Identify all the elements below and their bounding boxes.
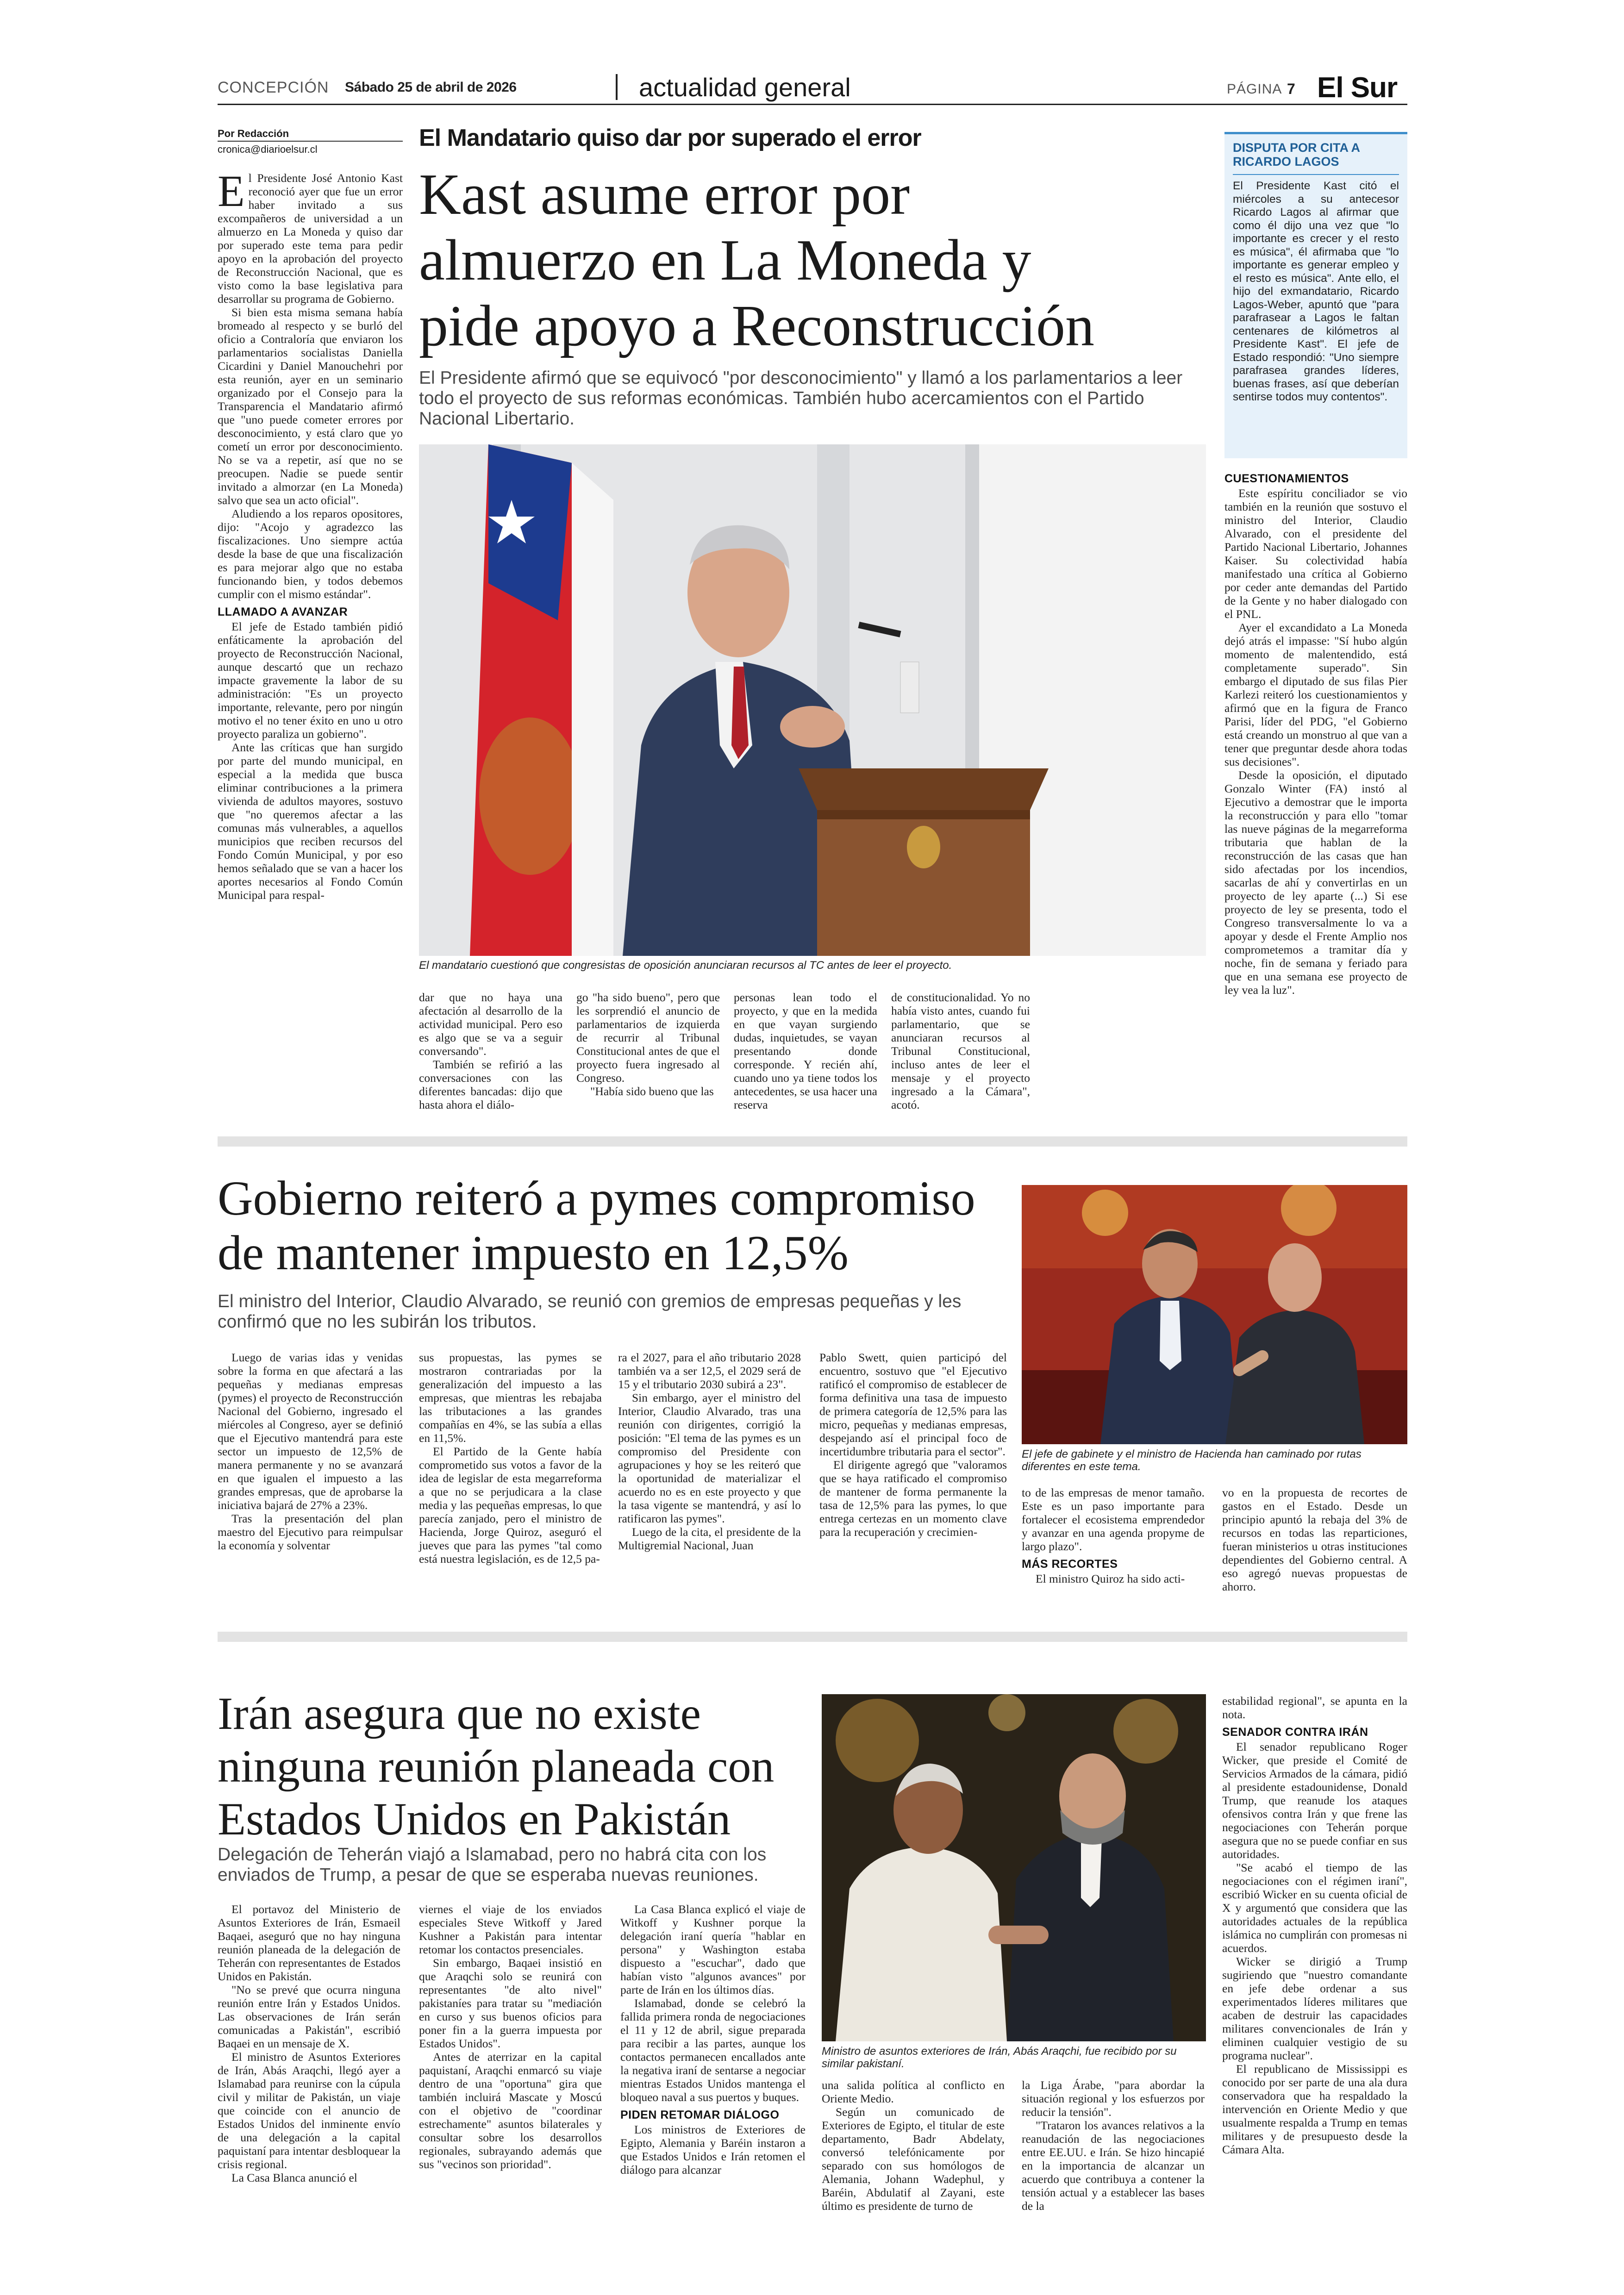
headline-line: ninguna reunión planeada con [218,1740,775,1792]
article3-column-2 [419,1902,602,2171]
article3-photo-caption: Ministro de asuntos exteriores de Irán, Abás Araqchi, fue recibido por su similar pakistaní. [822,2045,1177,2070]
article2-column-1 [218,1351,403,1552]
paragraph: El jefe de Estado también pidió enfáticamente la aprobación del proyecto de Reconstrucción Nacional, aunque descartó que un rechazo impacte gravemente la labor de su administración: "Es un proyecto importante, relevante, pero por ningún motivo el no tener éxito en uno u otro proyecto paraliza un gobierno". [218,620,403,741]
paragraph: El dirigente agregó que "valoramos que se haya ratificado el compromiso de mantener de forma permanente la tasa de 12,5% para las pymes, lo que entrega certezas en un momento clave para la recuperación y crecimien- [819,1458,1007,1539]
section-divider [218,1632,1407,1642]
paragraph: viernes el viaje de los enviados especiales Steve Witkoff y Jared Kushner a Pakistán para intentar retomar los contactos presenciales. [419,1902,602,1956]
paragraph: La Casa Blanca explicó el viaje de Witkoff y Kushner porque la delegación iraní quería "hablar en persona" y Washington estaba dispuesto a "escuchar", dado que habían visto "algunos avances" por parte de Irán en los últimos días. [620,1902,806,1996]
ministers-photo [1022,1185,1407,1444]
headline-line: Gobierno reiteró a pymes compromiso [218,1171,975,1225]
subheading: MÁS RECORTES [1022,1558,1118,1571]
article1-headline [419,162,1206,359]
paragraph: Tras la presentación del plan maestro del Ejecutivo para reimpulsar la economía y solventar [218,1512,403,1552]
paragraph: de constitucionalidad. Yo no había visto antes, cuando fui parlamentario, que se anunciaran recursos al Tribunal Constitucional, incluso antes de leer el mensaje y el proyecto ingresado a la Cámara", acotó. [891,991,1030,1111]
article1-column-5 [891,991,1030,1111]
paragraph: El ministro Quiroz ha sido acti- [1036,1572,1185,1585]
masthead-divider [616,74,618,100]
photo-illustration [419,444,1206,956]
masthead [218,74,1407,102]
paragraph: to de las empresas de menor tamaño. Este es un paso importante para fortalecer el ecosistema emprendedor y avanzar en una agenda propyme de largo plazo". [1022,1486,1205,1553]
paragraph: "Trataron los avances relativos a la reanudación de las negociaciones entre EE.UU. e Irán. Se hizo hincapié en la importancia de alcanzar un acuerdo que contribuya a contener la tensión actual y a establecer las bases de la [1022,2119,1205,2213]
paragraph: Wicker se dirigió a Trump sugiriendo que "nuestro comandante en jefe debe ordenar a sus experimentados líderes militares que acaben de destruir las capacidades militares convencionales de Irán y eliminen cualquier vestigio de su programa nuclear". [1222,1955,1407,2062]
paragraph: sus propuestas, las pymes se mostraron contrariadas por la generalización del impuesto a las empresas, que mientras les rebajaba las tributaciones a las grandes compañías en 4%, se las subía a ellas en 11,5%. [419,1351,602,1445]
sidebar-box [1224,132,1407,458]
article3-column-5 [1022,2078,1205,2213]
headline-line: Estados Unidos en Pakistán [218,1793,731,1845]
article2-photo-caption: El jefe de gabinete y el ministro de Hacienda han caminado por rutas diferentes en este tema. [1022,1448,1362,1473]
paragraph: Sin embargo, Baqaei insistió en que Araqchi solo se reunirá con representantes "de alto nivel" pakistaníes para tratar su "mediación en curso y sus buenos oficios para poner fin a la guerra impuesta por Estados Unidos". [419,1956,602,2050]
article3-deck: Delegación de Teherán viajó a Islamabad, pero no habrá cita con los enviados de Trump, a pesar de que se esperaba nuevas reuniones. [218,1845,767,1885]
kast-podium-photo [419,444,1206,956]
masthead-date: Sábado 25 de abril de 2026 [345,80,517,95]
sidebar-title: DISPUTA POR CITA A RICARDO LAGOS [1233,141,1399,175]
article2-column-5 [1022,1486,1205,1585]
article3-column-1 [218,1902,400,2184]
dropcap: E [218,166,245,216]
paragraph: estabilidad regional", se apunta en la nota. [1222,1694,1407,1721]
paragraph: Islamabad, donde se celebró la fallida primera ronda de negociaciones el 11 y 12 de abril, sigue preparada para recibir a las partes, aunque los contactos permanecen encallados ante la negativa iraní de sentarse a negociar mientras Estados Unidos mantenga el bloqueo naval a sus puertos y buques. [620,1996,806,2104]
paragraph: Los ministros de Exteriores de Egipto, Alemania y Baréin instaron a que Estados Unidos e Irán retomen el diálogo para alcanzar [620,2123,806,2177]
article1-column-2 [419,991,562,1111]
article1-column-4 [734,991,877,1111]
paragraph: Ante las críticas que han surgido por parte del mundo municipal, en especial a la medida que busca eliminar contribuciones a la primera vivienda de adultos mayores, sostuvo que "no queremos afectar a las comunas más vulnerables, a aquellos municipios que reciben recursos del Fondo Común Municipal, y por eso hemos señalado que se van a hacer los aportes necesarios al Fondo Común Municipal para respal- [218,741,403,902]
headline-line: pide apoyo a Reconstrucción [419,294,1095,358]
page-number: 7 [1287,81,1295,97]
brand-logo: El Sur [1317,72,1398,104]
photo-illustration [822,1694,1206,2041]
iran-ministers-photo [822,1694,1206,2041]
article1-column-1 [218,166,403,902]
article3-column-6 [1222,1694,1407,2156]
paragraph: Según un comunicado de Exteriores de Egipto, el titular de este departamento, Badr Abdelaty, conversó telefónicamente por separado con sus homólogos de Alemania, Johann Wadephul, y Baréin, Abdulatif al Zayani, este último es presidente de turno de [822,2105,1005,2213]
paragraph: El senador republicano Roger Wicker, que preside el Comité de Servicios Armados de la cámara, pidió al presidente estadounidense, Donald Trump, que reanude los ataques ofensivos contra Irán y que frene las negociaciones con Teherán porque asegura que no se puede confiar en sus autoridades. [1222,1740,1407,1861]
paragraph: Luego de la cita, el presidente de la Multigremial Nacional, Juan [618,1525,801,1552]
paragraph: "Se acabó el tiempo de las negociaciones con el régimen iraní", escribió Wicker en su cuenta oficial de X y argumentó que considera que las autoridades actuales de la república islámica no cumplirán con promesas ni acuerdos. [1222,1861,1407,1955]
paragraph: "No se prevé que ocurra ninguna reunión entre Irán y Estados Unidos. Las observaciones de Irán serán comunicadas a Pakistán", escribió Baqaei en un mensaje de X. [218,1983,400,2050]
paragraph: la Liga Árabe, "para abordar la situación regional y los esfuerzos por reducir la tensión". [1022,2078,1205,2119]
subheading: CUESTIONAMIENTOS [1224,472,1349,485]
sidebar-text: El Presidente Kast citó el miércoles a su antecesor Ricardo Lagos al afirmar que como él dijo una vez que "lo importante es crecer y el resto es música", él afirmaba que "lo importante es generar empleo y el resto es música". Ante ello, el hijo del exmandatario, Ricardo Lagos-Weber, apuntó que "para parafrasear a Lagos le faltan centenares de kilómetros al Presidente Kast". El jefe de Estado respondió: "Uno siempre parafrasea grandes líderes, buenas frases, así que deberían sentirse todos muy contentos". [1233,180,1399,403]
paragraph: También se refirió a las conversaciones con las diferentes bancadas: dijo que hasta ahora el diálo- [419,1058,562,1111]
article3-column-4 [822,2078,1005,2213]
article2-column-3 [618,1351,801,1552]
paragraph: una salida política al conflicto en Oriente Medio. [822,2078,1005,2105]
paragraph: Luego de varias idas y venidas sobre la forma en que afectará a las pequeñas y medianas empresas (pymes) el proyecto de Reconstrucción Nacional del Gobierno, ingresado el miércoles al Congreso, ayer se definió que el Ejecutivo mantendrá para este sector un impuesto de 12,5% de manera permanente y no se avanzará en que igualen el impuesto a las grandes empresas, que de aprobarse la iniciativa bajará de 27% a 23%. [218,1351,403,1512]
article1-right-column [1224,472,1407,997]
byline-email: cronica@diarioelsur.cl [218,143,318,155]
article2-headline [218,1171,1005,1280]
article1-deck: El Presidente afirmó que se equivocó "por desconocimiento" y llamó a los parlamentarios a leer todo el proyecto de sus reformas económicas. También hubo acercamientos con el Partido Nacional Libertario. [419,368,1183,429]
paragraph: Sin embargo, ayer el ministro del Interior, Claudio Alvarado, tras una reunión con dirigentes, corrigió la posición: "El tema de las pymes es un compromiso del Presidente con agrupaciones y hoy se les reiteró que la oportunidad de materializar el acuerdo no es en este proyecto y que la tasa vigente se mantendrá, y así lo ratificaron las pymes". [618,1391,801,1525]
subheading: LLAMADO A AVANZAR [218,605,348,618]
paragraph: "Había sido bueno que las [590,1085,714,1098]
article2-deck: El ministro del Interior, Claudio Alvarado, se reunió con gremios de empresas pequeñas y les confirmó que no les subirán los tributos. [218,1291,962,1332]
masthead-rule [218,104,1407,105]
byline [218,128,403,156]
article3-column-3 [620,1902,806,2177]
paragraph: La Casa Blanca anunció el [231,2171,357,2184]
article3-headline [218,1687,819,1846]
page-label: PÁGINA [1227,81,1282,97]
section-divider [218,1136,1407,1147]
article1-photo-caption: El mandatario cuestionó que congresistas de oposición anunciaran recursos al TC antes de leer el proyecto. [419,959,952,972]
masthead-city: CONCEPCIÓN [218,79,329,96]
article2-column-4 [819,1351,1007,1539]
paragraph: Si bien esta misma semana había bromeado al respecto y se burló del oficio a Contraloría que enviaron los parlamentarios socialistas Daniella Cicardini y Daniel Manouchehri por esta reunión, ayer en un seminario organizado por el Consejo para la Transparencia el Mandatario afirmó que "uno puede cometer errores por desconocimiento, y está claro que yo cometí un error por desconocimiento. No se va a repetir, así que no se preocupen. Nadie se puede sentir invitado a almorzar (en La Moneda) salvo que sea un acto oficial". [218,306,403,507]
paragraph: El republicano de Mississippi es conocido por ser parte de una ala dura conservadora que ha respaldado la intervención en Oriente Medio y que usualmente respalda a Trump en temas militares y de presupuesto desde la Cámara Alta. [1222,2062,1407,2156]
article1-kicker: El Mandatario quiso dar por superado el error [419,125,921,151]
paragraph: Antes de aterrizar en la capital paquistaní, Araqchi enmarcó su viaje dentro de una "oportuna" gira que también incluirá Mascate y Moscú con el objetivo de "coordinar estrechamente" asuntos bilaterales y consultar sobre los desarrollos regionales, subrayando además que sus "vecinos son prioridad". [419,2050,602,2171]
paragraph: ra el 2027, para el año tributario 2028 también va a ser 12,5, el 2029 será de 15 y el tributario 2030 subirá a 23". [618,1351,801,1391]
article1-column-3 [576,991,720,1098]
paragraph: personas lean todo el proyecto, y que en la medida en que vayan surgiendo dudas, inquietudes, se vayan presentando donde corresponde. Y recién ahí, cuando uno ya tiene todos los antecedentes, se usa hacer una reserva [734,991,877,1111]
headline-line: Irán asegura que no existe [218,1688,701,1739]
article2-column-2 [419,1351,602,1565]
paragraph: vo en la propuesta de recortes de gastos en el Estado. Desde un principio apuntó la rebaja del 3% de recursos en todas las reparticiones, fueran ministerios u otras instituciones dependientes del Gobierno central. A eso agregó nuevas propuestas de ahorro. [1222,1486,1407,1593]
paragraph: Pablo Swett, quien participó del encuentro, sostuvo que "el Ejecutivo ratificó el compromiso de establecer de forma definitiva una tasa de impuesto de primera categoría de 12,5% para las micro, pequeñas y medianas empresas, despejando así el principal foco de incertidumbre tributaria para el sector". [819,1351,1007,1458]
headline-line: de mantener impuesto en 12,5% [218,1226,849,1280]
paragraph: go "ha sido bueno", pero que les sorprendió el anuncio de parlamentarios de izquierda de recurrir al Tribunal Constitucional antes de que el proyecto fuera ingresado al Congreso. [576,991,720,1085]
paragraph: El ministro de Asuntos Exteriores de Irán, Abás Araqchi, llegó ayer a Islamabad para reunirse con la cúpula civil y militar de Pakistán, un viaje que coincide con el anuncio de Estados Unidos del inminente envío de una delegación a la capital paquistaní para intentar desbloquear la crisis regional. [218,2050,400,2171]
subheading: SENADOR CONTRA IRÁN [1222,1726,1368,1739]
paragraph: Desde la oposición, el diputado Gonzalo Winter (FA) instó al Ejecutivo a demostrar que le importa la reconstrucción y para ello "tomar las nueve páginas de la megarreforma tributaria que hablan de la reconstrucción de las casas que han sido afectadas por los incendios, sacarlas de ahí y convertirlas en un proyecto de ley aparte (...) Si ese proyecto de ley se presenta, todo el Congreso transversalmente lo va a apoyar y desde el Frente Amplio nos comprometemos a tramitar día y noche, fin de semana y feriado para que en una semana ese proyecto de ley vea la luz". [1224,768,1407,997]
paragraph: dar que no haya una afectación al desarrollo de la actividad municipal. Pero eso es algo que se va a seguir conversando". [419,991,562,1058]
section-title: actualidad general [639,73,851,102]
paragraph: El Partido de la Gente había comprometido sus votos a favor de la idea de legislar de esta megarreforma a que no se perjudicara a la clase media y las pequeñas empresas, lo que parecía zanjado, pero el ministro de Hacienda, Jorge Quiroz, aseguró el jueves que para las pymes "tal como está nuestra legislación, es de 12,5 pa- [419,1445,602,1565]
paragraph: Este espíritu conciliador se vio también en la reunión que sostuvo el ministro del Interior, Claudio Alvarado, con el presidente del Partido Nacional Libertario, Johannes Kaiser. Su colectividad había manifestado una crítica al Gobierno por ceder ante demandas del Partido de la Gente y no haber dialogado con el PNL. [1224,486,1407,621]
photo-illustration [1022,1185,1407,1444]
headline-line: almuerzo en La Moneda y [419,228,1031,293]
subheading: PIDEN RETOMAR DIÁLOGO [620,2108,780,2121]
paragraph: Aludiendo a los reparos opositores, dijo: "Acojo y agradezco las fiscalizaciones. Uno siempre actúa desde la base de que una fiscalización es para mejorar algo que no estaba funcionando bien, y todos debemos cumplir con el mismo estándar". [218,507,403,601]
paragraph: l Presidente José Antonio Kast reconoció ayer que fue un error haber invitado a sus excompañeros de universidad a un almuerzo en La Moneda y quiso dar por superado este tema para pedir apoyo en la aprobación del proyecto de Reconstrucción Nacional, que es visto como la base legislativa para desarrollar su programa de Gobierno. [218,171,403,306]
article2-column-6 [1222,1486,1407,1593]
paragraph: Ayer el excandidato a La Moneda dejó atrás el impasse: "Sí hubo algún momento de malentendido, está completamente superado". Sin embargo el diputado de sus filas Pier Karlezi reiteró los cuestionamientos y afirmó que en la figura de Franco Parisi, líder del PDG, "el Gobierno está creando un monstruo al que van a tener que preguntar desde ahora todas sus decisiones". [1224,621,1407,768]
byline-author: Por Redacción [218,128,403,142]
paragraph: El portavoz del Ministerio de Asuntos Exteriores de Irán, Esmaeil Baqaei, aseguró que no hay ninguna reunión planeada de la delegación de Teherán con representantes de Estados Unidos en Pakistán. [218,1902,400,1983]
headline-line: Kast asume error por [419,162,910,227]
